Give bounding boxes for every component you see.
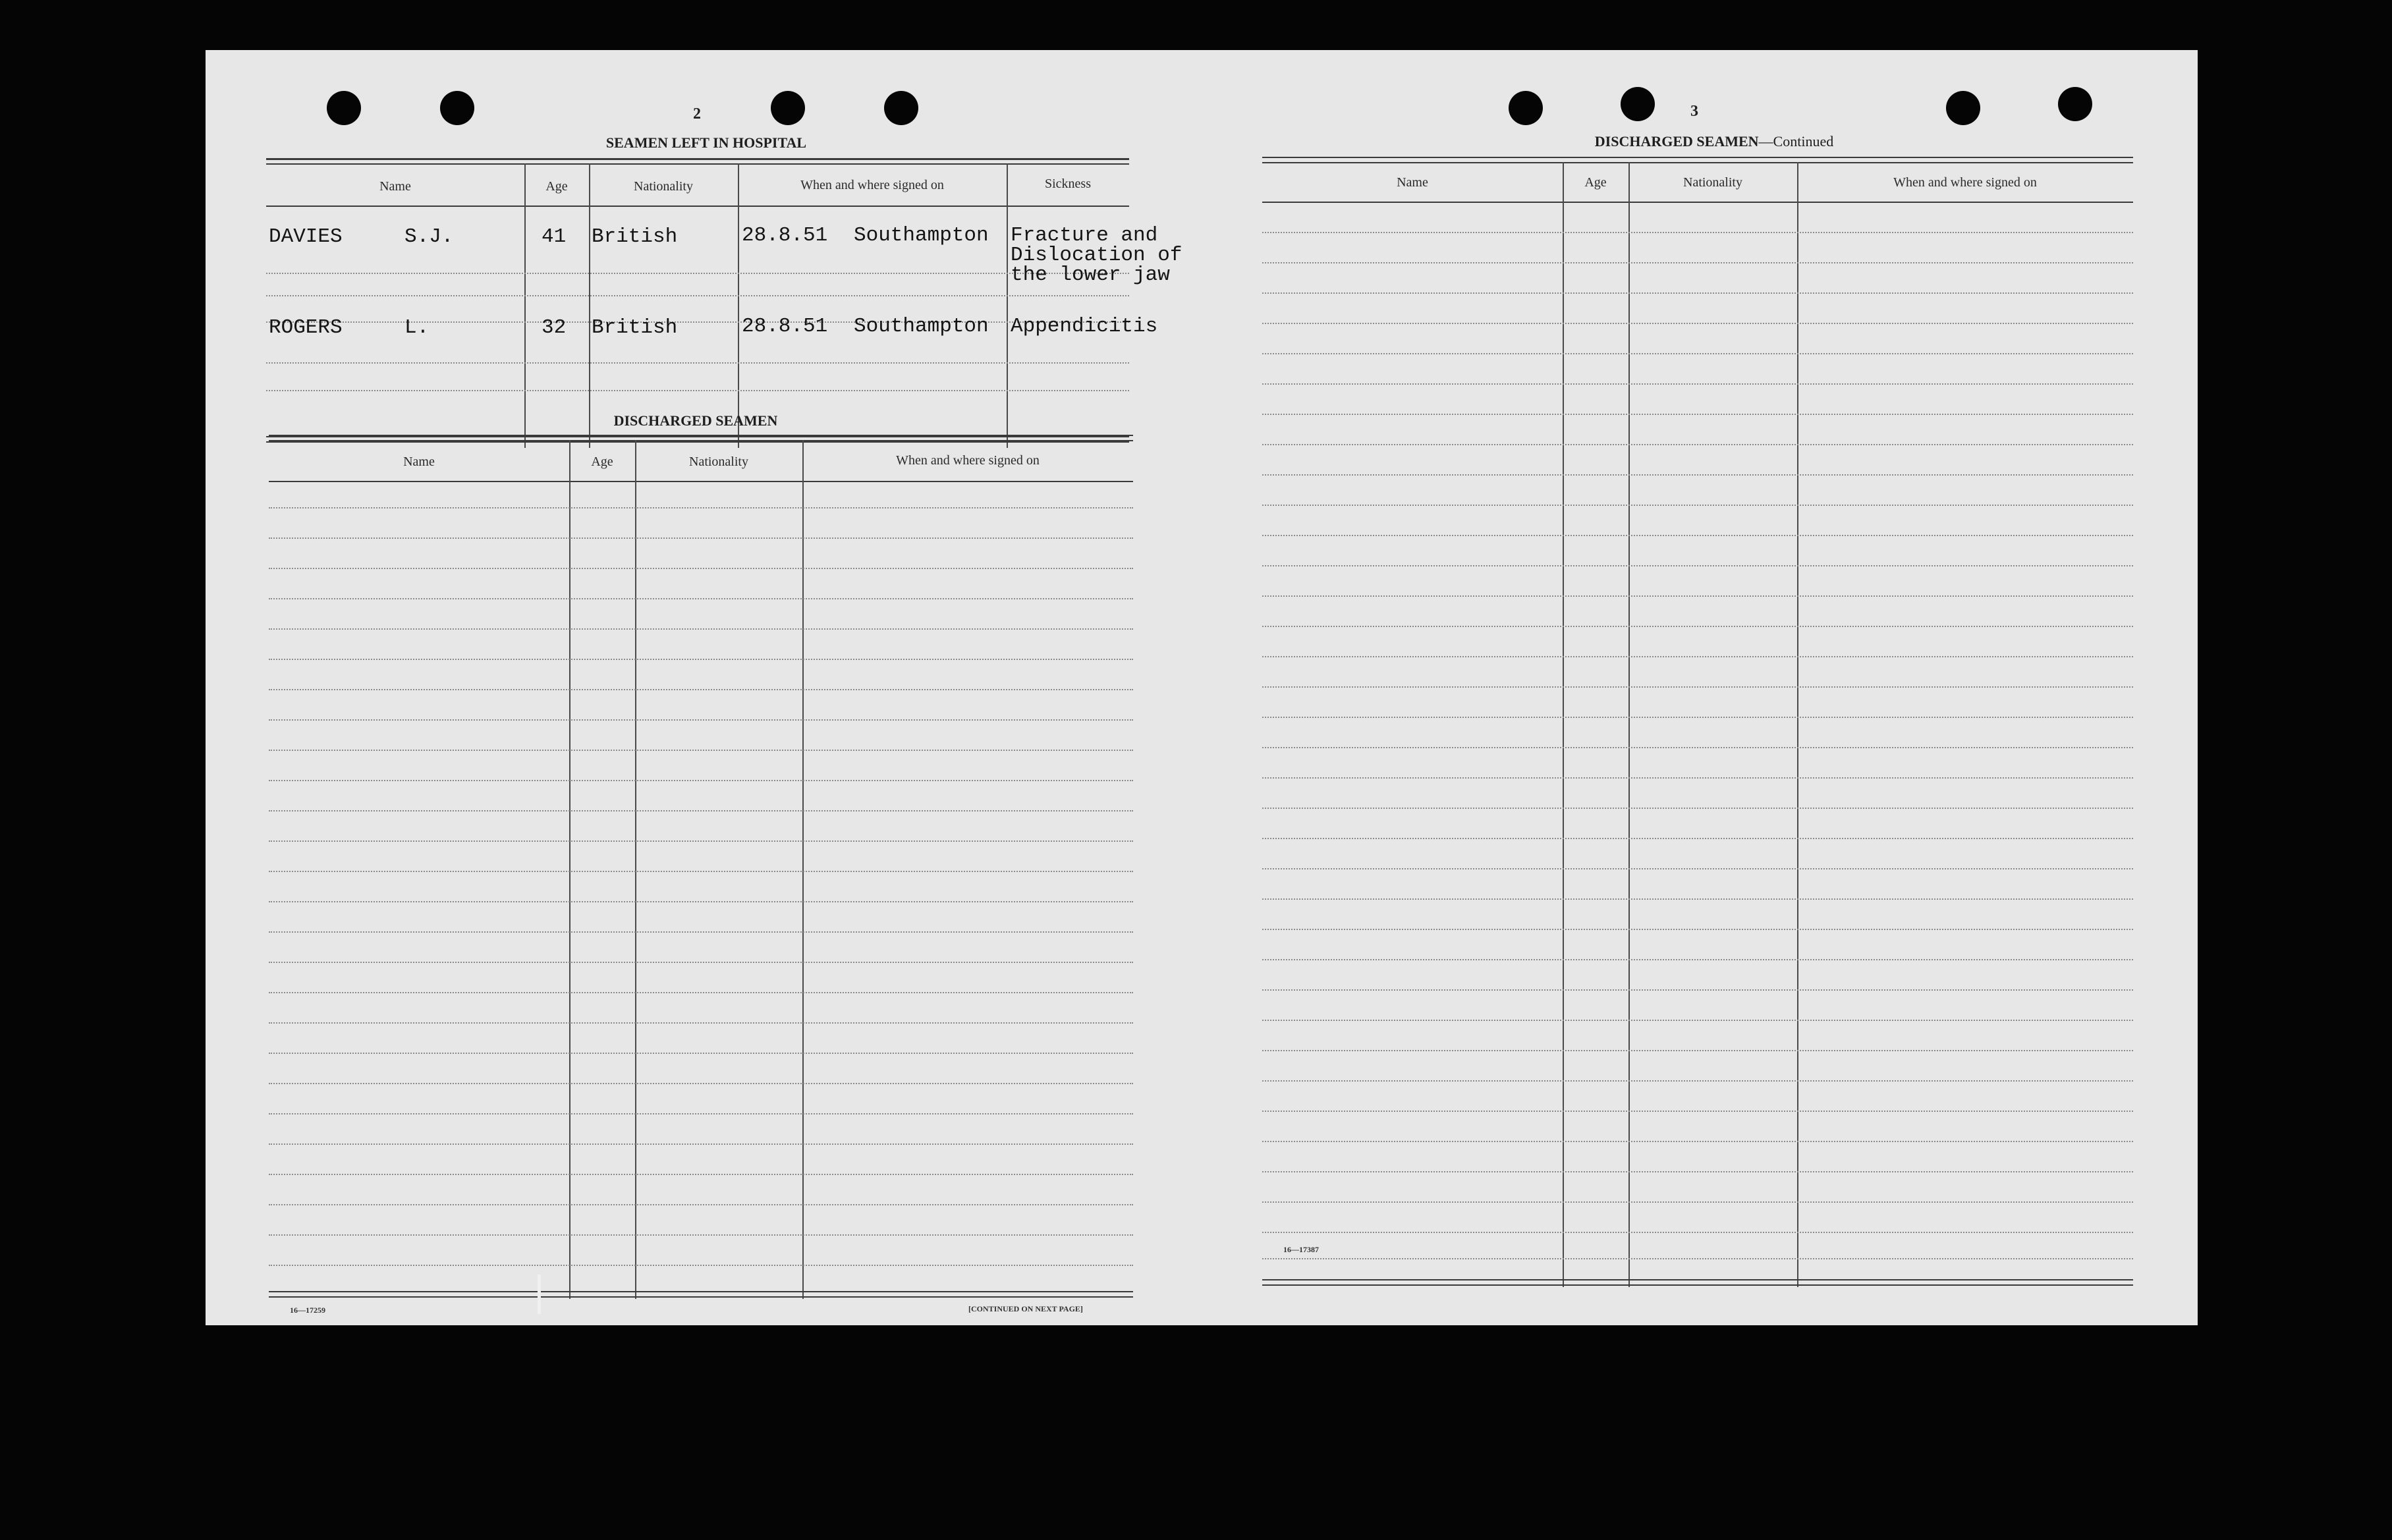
discharged-continued-main: DISCHARGED SEAMEN (1594, 133, 1759, 150)
form-number-left: 16—17259 (290, 1306, 325, 1315)
hospital-row-surname: ROGERS (269, 316, 343, 339)
discharged-section-title: DISCHARGED SEAMEN (613, 412, 778, 429)
punch-hole (327, 91, 361, 125)
discharged-continued-title (1549, 133, 1879, 150)
continued-note: [CONTINUED ON NEXT PAGE] (968, 1304, 1083, 1313)
hospital-row-place: Southampton (854, 315, 989, 338)
punch-hole (884, 91, 918, 125)
discharged-header-nationality: Nationality (689, 454, 748, 469)
fold-mark (538, 1275, 541, 1314)
hospital-header-signed-on: When and where signed on (800, 178, 944, 192)
hospital-row-sickness-line: the lower jaw (1011, 263, 1170, 287)
hospital-row-initials: S.J. (404, 225, 454, 248)
discharged-header-age: Age (591, 454, 613, 469)
hospital-row-date: 28.8.51 (742, 315, 828, 338)
hospital-row-sickness-line: Dislocation of (1011, 244, 1182, 267)
discharged-continued-suffix: —Continued (1758, 133, 1834, 150)
discharged-right-header-signed-on: When and where signed on (1893, 175, 2037, 190)
hospital-section-title: SEAMEN LEFT IN HOSPITAL (605, 134, 807, 151)
punch-hole (1509, 91, 1543, 125)
punch-hole (771, 91, 805, 125)
hospital-header-nationality: Nationality (634, 179, 693, 194)
hospital-row-sickness-line: Fracture and (1011, 224, 1158, 247)
punch-hole (1946, 91, 1980, 125)
discharged-table-left (269, 435, 1133, 1299)
form-number-right: 16—17387 (1283, 1245, 1319, 1254)
hospital-table (266, 158, 1182, 448)
hospital-header-name: Name (379, 179, 411, 194)
hospital-row-initials: L. (404, 316, 430, 339)
hospital-row-place: Southampton (854, 224, 989, 247)
discharged-right-header-nationality: Nationality (1683, 175, 1742, 190)
hospital-row-age: 41 (542, 225, 567, 248)
punch-hole (2058, 87, 2092, 121)
hospital-row-age: 32 (542, 316, 567, 339)
punch-hole (1621, 87, 1655, 121)
hospital-header-sickness: Sickness (1045, 177, 1091, 191)
document-sheet (206, 50, 2198, 1325)
page-number-left: 2 (693, 105, 701, 123)
discharged-right-header-name: Name (1397, 175, 1428, 190)
hospital-row-nationality: British (592, 316, 678, 339)
discharged-header-name: Name (403, 454, 435, 469)
hospital-row-sickness-line: Appendicitis (1011, 315, 1158, 338)
page-number-right: 3 (1690, 103, 1698, 120)
hospital-row-surname: DAVIES (269, 225, 343, 248)
hospital-row-nationality: British (592, 225, 678, 248)
discharged-table-right (1262, 157, 2133, 1287)
hospital-row-date: 28.8.51 (742, 224, 828, 247)
discharged-header-signed-on: When and where signed on (896, 453, 1040, 468)
hospital-header-age: Age (545, 179, 568, 194)
discharged-right-header-age: Age (1584, 175, 1607, 190)
punch-hole (440, 91, 474, 125)
